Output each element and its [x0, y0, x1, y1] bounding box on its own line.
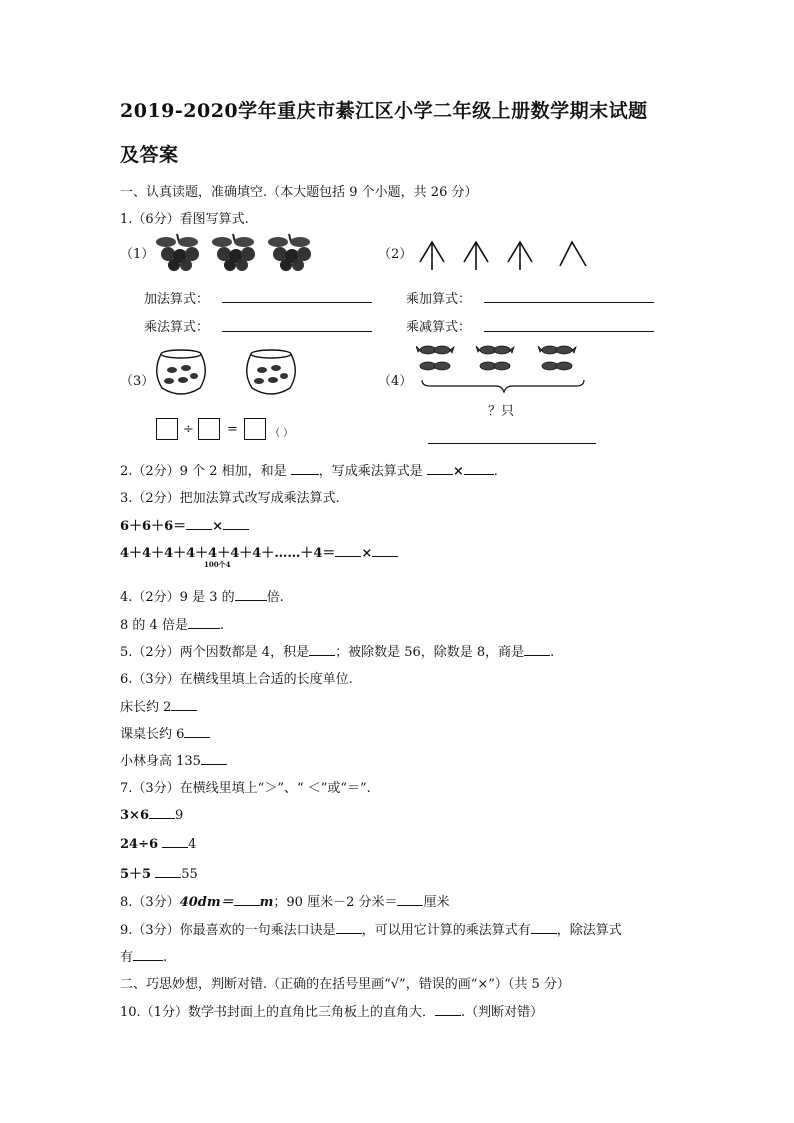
- q8-cm-blank[interactable]: [397, 893, 423, 906]
- q9-div-blank[interactable]: [133, 948, 163, 961]
- section-1-heading: 一、认真读题，准确填空.（本大题包括 9 个小题，共 26 分）: [120, 185, 478, 200]
- question-6a: 床长约 2: [120, 696, 197, 715]
- question-3: 3.（2分）把加法算式改写成乘法算式.: [120, 491, 340, 506]
- dividend-box[interactable]: [156, 418, 178, 440]
- q3b-brace-caption: 100个4: [204, 560, 231, 569]
- exam-title-cont: 及答案: [120, 144, 179, 166]
- q7b-blank[interactable]: [162, 835, 188, 848]
- q5-quotient-blank[interactable]: [524, 643, 550, 656]
- q6b-blank[interactable]: [184, 725, 210, 738]
- q8-meter-blank[interactable]: [234, 893, 260, 906]
- question-7b: 24÷6 4: [120, 837, 197, 852]
- question-7a: 3×6 9: [120, 808, 184, 823]
- question-9-cont: 有 .: [120, 950, 168, 965]
- addition-formula-label: 加法算式：: [144, 292, 210, 307]
- mult-sub-formula-label: 乘减算式：: [406, 320, 472, 335]
- q9-mult-blank[interactable]: [531, 921, 557, 934]
- divisor-box[interactable]: [198, 418, 220, 440]
- q4a-blank[interactable]: [235, 588, 267, 601]
- question-3b: 4＋4＋4＋4＋4＋4＋4＋……＋4＝ ×: [120, 542, 398, 561]
- q2-factor2-blank[interactable]: [464, 462, 494, 475]
- q2-sum-blank[interactable]: [291, 462, 319, 475]
- mult-sub-formula-blank[interactable]: [484, 331, 654, 332]
- q10-blank[interactable]: [435, 1003, 461, 1016]
- multiplication-formula-blank[interactable]: [222, 331, 372, 332]
- mult-add-formula-blank[interactable]: [484, 302, 654, 303]
- question-1-figure: [120, 230, 680, 450]
- question-9: 9.（3分）你最喜欢的一句乘法口诀是 ，可以用它计算的乘法算式有 ，除法算式: [120, 923, 622, 938]
- question-7: 7.（3分）在横线里填上“＞”、“ ＜”或“＝”.: [120, 781, 371, 796]
- part-2-label: （2）: [378, 247, 413, 262]
- birds-with-brace-icon: [416, 342, 596, 407]
- section-2-heading: 二、巧思妙想，判断对错.（正确的在括号里画“√”，错误的画“×”）（共 5 分）: [120, 977, 570, 992]
- exam-title: 2019-2020学年重庆市綦江区小学二年级上册数学期末试题: [120, 100, 648, 122]
- q3b-blank-1[interactable]: [335, 544, 361, 557]
- part-3-label: （3）: [120, 374, 155, 389]
- q2-factor1-blank[interactable]: [427, 462, 453, 475]
- question-6b: 课桌长约 6: [120, 723, 210, 742]
- question-8: 8.（3分）40dm＝ m；90 厘米－2 分米＝ 厘米: [120, 895, 450, 910]
- q3a-blank-1[interactable]: [186, 517, 212, 530]
- q6a-blank[interactable]: [171, 698, 197, 711]
- question-4a: 4.（2分）9 是 3 的 倍.: [120, 590, 284, 605]
- fish-bowls-icon: [154, 348, 304, 400]
- question-mark-birds: ？只: [488, 404, 515, 419]
- question-10: 10.（1分）数学书封面上的直角比三角板上的直角大． .（判断对错）: [120, 1005, 544, 1020]
- addition-formula-blank[interactable]: [222, 302, 372, 303]
- part-4-label: （4）: [378, 374, 413, 389]
- q4b-blank[interactable]: [188, 616, 220, 629]
- divide-sign: ÷: [183, 422, 194, 437]
- stick-figures-icon: [416, 234, 601, 274]
- q3a-blank-2[interactable]: [223, 517, 249, 530]
- q9-rhyme-blank[interactable]: [336, 921, 362, 934]
- birds-formula-blank[interactable]: [428, 443, 596, 444]
- equals-sign: =: [227, 422, 238, 437]
- question-1: 1.（6分）看图写算式.: [120, 212, 249, 227]
- q6c-blank[interactable]: [201, 752, 227, 765]
- part-1-label: （1）: [120, 247, 155, 262]
- q3b-blank-2[interactable]: [372, 544, 398, 557]
- q7a-blank[interactable]: [149, 806, 175, 819]
- multiplication-formula-label: 乘法算式：: [144, 320, 210, 335]
- question-6: 6.（3分）在横线里填上合适的长度单位.: [120, 672, 353, 687]
- mult-add-formula-label: 乘加算式：: [406, 292, 472, 307]
- q7c-blank[interactable]: [155, 865, 181, 878]
- question-3a: 6＋6＋6＝ ×: [120, 515, 249, 534]
- grape-clusters-icon: [152, 230, 322, 275]
- question-7c: 5＋5 55: [120, 867, 198, 882]
- q5-product-blank[interactable]: [309, 643, 335, 656]
- question-2: 2.（2分）9 个 2 相加，和是 ，写成乘法算式是 × .: [120, 464, 498, 479]
- question-4b: 8 的 4 倍是 .: [120, 618, 225, 633]
- unit-parentheses: （ ）: [270, 428, 294, 439]
- question-6c: 小林身高 135: [120, 750, 227, 769]
- quotient-box[interactable]: [244, 418, 266, 440]
- question-5: 5.（2分）两个因数都是 4，积是 ；被除数是 56，除数是 8，商是 .: [120, 645, 555, 660]
